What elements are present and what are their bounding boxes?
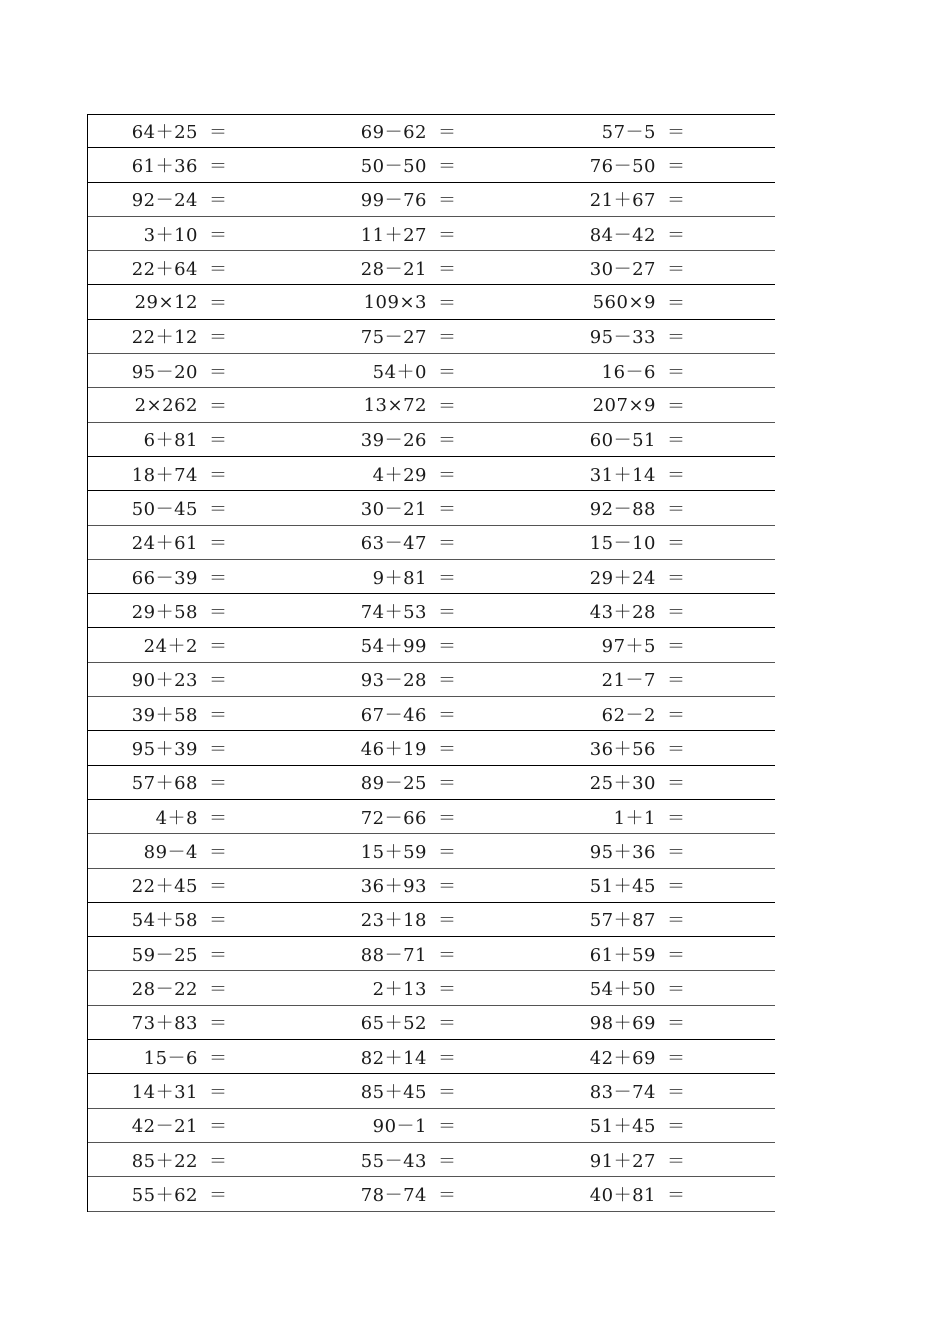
equals-sign: ＝ <box>438 567 456 589</box>
problem-expression: 83－74 <box>589 1081 656 1103</box>
worksheet-table <box>87 114 775 1212</box>
equals-sign: ＝ <box>209 464 227 486</box>
equals-sign: ＝ <box>667 876 685 898</box>
equals-sign: ＝ <box>667 498 685 520</box>
equals-sign: ＝ <box>209 807 227 829</box>
problem-expression: 55＋62 <box>131 1184 198 1206</box>
equals-sign: ＝ <box>209 567 227 589</box>
problem-row <box>88 217 775 251</box>
problem-expression: 36＋93 <box>360 876 427 898</box>
equals-sign: ＝ <box>209 876 227 898</box>
problem-row <box>88 800 775 834</box>
problem-expression: 54＋99 <box>360 636 427 658</box>
problem-row <box>88 697 775 731</box>
equals-sign: ＝ <box>667 979 685 1001</box>
problem-expression: 207×9 <box>592 394 656 416</box>
problem-expression: 39＋58 <box>131 704 198 726</box>
problem-row <box>88 285 775 319</box>
equals-sign: ＝ <box>438 944 456 966</box>
problem-expression: 91＋27 <box>589 1150 656 1172</box>
problem-row <box>88 388 775 422</box>
equals-sign: ＝ <box>209 1081 227 1103</box>
problem-row <box>88 320 775 354</box>
problem-expression: 90＋23 <box>131 670 198 692</box>
problem-expression: 89－4 <box>143 841 198 863</box>
equals-sign: ＝ <box>667 1184 685 1206</box>
problem-expression: 15－6 <box>143 1047 198 1069</box>
problem-expression: 4＋29 <box>372 464 427 486</box>
problem-expression: 28－21 <box>360 258 427 280</box>
problem-expression: 76－50 <box>589 155 656 177</box>
equals-sign: ＝ <box>667 1150 685 1172</box>
equals-sign: ＝ <box>667 293 685 315</box>
equals-sign: ＝ <box>438 258 456 280</box>
problem-expression: 51＋45 <box>589 876 656 898</box>
problem-expression: 14＋31 <box>131 1081 198 1103</box>
problem-expression: 31＋14 <box>589 464 656 486</box>
problem-row <box>88 1040 775 1074</box>
problem-expression: 109×3 <box>363 291 427 313</box>
problem-expression: 73＋83 <box>131 1013 198 1035</box>
problem-expression: 74＋53 <box>360 601 427 623</box>
problem-expression: 11＋27 <box>360 224 427 246</box>
problem-expression: 46＋19 <box>360 738 427 760</box>
equals-sign: ＝ <box>209 636 227 658</box>
equals-sign: ＝ <box>438 670 456 692</box>
problem-row <box>88 251 775 285</box>
problem-row <box>88 937 775 971</box>
problem-expression: 95＋39 <box>131 738 198 760</box>
problem-expression: 22＋12 <box>131 327 198 349</box>
problem-expression: 99－76 <box>360 190 427 212</box>
problem-expression: 15＋59 <box>360 841 427 863</box>
equals-sign: ＝ <box>438 327 456 349</box>
problem-expression: 4＋8 <box>155 807 198 829</box>
problem-expression: 55－43 <box>360 1150 427 1172</box>
equals-sign: ＝ <box>667 807 685 829</box>
problem-expression: 13×72 <box>363 394 427 416</box>
equals-sign: ＝ <box>438 601 456 623</box>
problem-expression: 85＋45 <box>360 1081 427 1103</box>
problem-row <box>88 766 775 800</box>
equals-sign: ＝ <box>667 944 685 966</box>
problem-expression: 9＋81 <box>372 567 427 589</box>
problem-row <box>88 869 775 903</box>
problem-expression: 6＋81 <box>143 430 198 452</box>
problem-expression: 29＋58 <box>131 601 198 623</box>
equals-sign: ＝ <box>209 498 227 520</box>
problem-expression: 50－50 <box>360 155 427 177</box>
problem-expression: 2×262 <box>134 394 198 416</box>
problem-expression: 54＋0 <box>372 361 427 383</box>
equals-sign: ＝ <box>209 533 227 555</box>
problem-expression: 42－21 <box>131 1116 198 1138</box>
equals-sign: ＝ <box>438 773 456 795</box>
equals-sign: ＝ <box>667 841 685 863</box>
equals-sign: ＝ <box>209 361 227 383</box>
equals-sign: ＝ <box>667 190 685 212</box>
equals-sign: ＝ <box>209 430 227 452</box>
problem-expression: 95－20 <box>131 361 198 383</box>
equals-sign: ＝ <box>209 293 227 315</box>
problem-expression: 50－45 <box>131 498 198 520</box>
problem-expression: 54＋50 <box>589 979 656 1001</box>
equals-sign: ＝ <box>667 533 685 555</box>
problem-row <box>88 114 775 148</box>
equals-sign: ＝ <box>667 704 685 726</box>
problem-expression: 64＋25 <box>131 122 198 144</box>
problem-expression: 1＋1 <box>613 807 656 829</box>
equals-sign: ＝ <box>667 1116 685 1138</box>
equals-sign: ＝ <box>667 224 685 246</box>
equals-sign: ＝ <box>438 1081 456 1103</box>
problem-expression: 89－25 <box>360 773 427 795</box>
equals-sign: ＝ <box>209 258 227 280</box>
equals-sign: ＝ <box>438 1150 456 1172</box>
problem-expression: 25＋30 <box>589 773 656 795</box>
problem-expression: 51＋45 <box>589 1116 656 1138</box>
problem-expression: 16－6 <box>601 361 656 383</box>
problem-row <box>88 663 775 697</box>
problem-expression: 18＋74 <box>131 464 198 486</box>
problem-row <box>88 148 775 182</box>
equals-sign: ＝ <box>209 190 227 212</box>
problem-expression: 29＋24 <box>589 567 656 589</box>
equals-sign: ＝ <box>438 533 456 555</box>
equals-sign: ＝ <box>438 464 456 486</box>
problem-row <box>88 457 775 491</box>
equals-sign: ＝ <box>667 910 685 932</box>
problem-row <box>88 354 775 388</box>
equals-sign: ＝ <box>667 155 685 177</box>
equals-sign: ＝ <box>209 670 227 692</box>
problem-expression: 24＋2 <box>143 636 198 658</box>
equals-sign: ＝ <box>209 1047 227 1069</box>
equals-sign: ＝ <box>438 396 456 418</box>
problem-expression: 72－66 <box>360 807 427 829</box>
problem-expression: 92－24 <box>131 190 198 212</box>
problem-row <box>88 1006 775 1040</box>
equals-sign: ＝ <box>209 1184 227 1206</box>
problem-expression: 63－47 <box>360 533 427 555</box>
problem-row <box>88 1177 775 1211</box>
problem-expression: 42＋69 <box>589 1047 656 1069</box>
problem-expression: 66－39 <box>131 567 198 589</box>
problem-expression: 95＋36 <box>589 841 656 863</box>
equals-sign: ＝ <box>667 258 685 280</box>
problem-expression: 61＋36 <box>131 155 198 177</box>
problem-row <box>88 491 775 525</box>
problem-expression: 84－42 <box>589 224 656 246</box>
equals-sign: ＝ <box>667 567 685 589</box>
equals-sign: ＝ <box>209 155 227 177</box>
problem-expression: 78－74 <box>360 1184 427 1206</box>
problem-expression: 60－51 <box>589 430 656 452</box>
problem-expression: 22＋45 <box>131 876 198 898</box>
problem-row <box>88 594 775 628</box>
problem-expression: 57＋87 <box>589 910 656 932</box>
equals-sign: ＝ <box>438 1047 456 1069</box>
problem-expression: 23＋18 <box>360 910 427 932</box>
equals-sign: ＝ <box>438 1116 456 1138</box>
equals-sign: ＝ <box>438 910 456 932</box>
problem-expression: 88－71 <box>360 944 427 966</box>
problem-expression: 61＋59 <box>589 944 656 966</box>
problem-expression: 93－28 <box>360 670 427 692</box>
equals-sign: ＝ <box>438 122 456 144</box>
problem-expression: 24＋61 <box>131 533 198 555</box>
problem-expression: 59－25 <box>131 944 198 966</box>
problem-row <box>88 560 775 594</box>
problem-row <box>88 628 775 662</box>
problem-expression: 67－46 <box>360 704 427 726</box>
equals-sign: ＝ <box>209 224 227 246</box>
problem-expression: 69－62 <box>360 122 427 144</box>
equals-sign: ＝ <box>438 1184 456 1206</box>
problem-row <box>88 903 775 937</box>
equals-sign: ＝ <box>209 327 227 349</box>
problem-expression: 95－33 <box>589 327 656 349</box>
equals-sign: ＝ <box>438 704 456 726</box>
problem-row <box>88 971 775 1005</box>
equals-sign: ＝ <box>438 155 456 177</box>
equals-sign: ＝ <box>438 224 456 246</box>
problem-row <box>88 423 775 457</box>
problem-expression: 98＋69 <box>589 1013 656 1035</box>
problem-expression: 21－7 <box>601 670 656 692</box>
problem-expression: 21＋67 <box>589 190 656 212</box>
problem-expression: 15－10 <box>589 533 656 555</box>
equals-sign: ＝ <box>209 944 227 966</box>
problem-expression: 85＋22 <box>131 1150 198 1172</box>
problem-expression: 40＋81 <box>589 1184 656 1206</box>
equals-sign: ＝ <box>209 1013 227 1035</box>
problem-expression: 30－27 <box>589 258 656 280</box>
equals-sign: ＝ <box>438 498 456 520</box>
problem-expression: 82＋14 <box>360 1047 427 1069</box>
problem-row <box>88 731 775 765</box>
equals-sign: ＝ <box>209 910 227 932</box>
equals-sign: ＝ <box>438 430 456 452</box>
problem-expression: 57＋68 <box>131 773 198 795</box>
equals-sign: ＝ <box>209 396 227 418</box>
problem-expression: 57－5 <box>601 122 656 144</box>
equals-sign: ＝ <box>667 601 685 623</box>
problem-row <box>88 1109 775 1143</box>
equals-sign: ＝ <box>667 636 685 658</box>
equals-sign: ＝ <box>438 841 456 863</box>
equals-sign: ＝ <box>667 670 685 692</box>
equals-sign: ＝ <box>667 122 685 144</box>
equals-sign: ＝ <box>438 738 456 760</box>
equals-sign: ＝ <box>667 327 685 349</box>
equals-sign: ＝ <box>209 1150 227 1172</box>
equals-sign: ＝ <box>667 396 685 418</box>
equals-sign: ＝ <box>667 464 685 486</box>
problem-expression: 97＋5 <box>601 636 656 658</box>
equals-sign: ＝ <box>209 122 227 144</box>
equals-sign: ＝ <box>667 738 685 760</box>
equals-sign: ＝ <box>209 979 227 1001</box>
equals-sign: ＝ <box>667 773 685 795</box>
equals-sign: ＝ <box>438 636 456 658</box>
problem-expression: 39－26 <box>360 430 427 452</box>
problem-expression: 90－1 <box>372 1116 427 1138</box>
equals-sign: ＝ <box>667 430 685 452</box>
equals-sign: ＝ <box>667 1081 685 1103</box>
problem-expression: 62－2 <box>601 704 656 726</box>
problem-expression: 75－27 <box>360 327 427 349</box>
problem-row <box>88 526 775 560</box>
problem-expression: 92－88 <box>589 498 656 520</box>
problem-expression: 30－21 <box>360 498 427 520</box>
problem-expression: 43＋28 <box>589 601 656 623</box>
equals-sign: ＝ <box>438 1013 456 1035</box>
equals-sign: ＝ <box>209 773 227 795</box>
problem-row <box>88 834 775 868</box>
equals-sign: ＝ <box>438 361 456 383</box>
equals-sign: ＝ <box>667 361 685 383</box>
equals-sign: ＝ <box>438 979 456 1001</box>
problem-expression: 36＋56 <box>589 738 656 760</box>
equals-sign: ＝ <box>438 807 456 829</box>
equals-sign: ＝ <box>209 704 227 726</box>
equals-sign: ＝ <box>438 190 456 212</box>
problem-expression: 65＋52 <box>360 1013 427 1035</box>
equals-sign: ＝ <box>209 841 227 863</box>
equals-sign: ＝ <box>209 738 227 760</box>
problem-row <box>88 1143 775 1177</box>
problem-expression: 560×9 <box>592 291 656 313</box>
equals-sign: ＝ <box>209 1116 227 1138</box>
equals-sign: ＝ <box>209 601 227 623</box>
equals-sign: ＝ <box>438 293 456 315</box>
problem-expression: 28－22 <box>131 979 198 1001</box>
problem-row <box>88 183 775 217</box>
problem-row <box>88 1074 775 1108</box>
equals-sign: ＝ <box>667 1013 685 1035</box>
equals-sign: ＝ <box>667 1047 685 1069</box>
problem-expression: 29×12 <box>134 291 198 313</box>
problem-expression: 54＋58 <box>131 910 198 932</box>
problem-expression: 22＋64 <box>131 258 198 280</box>
equals-sign: ＝ <box>438 876 456 898</box>
problem-expression: 3＋10 <box>143 224 198 246</box>
problem-expression: 2＋13 <box>372 979 427 1001</box>
